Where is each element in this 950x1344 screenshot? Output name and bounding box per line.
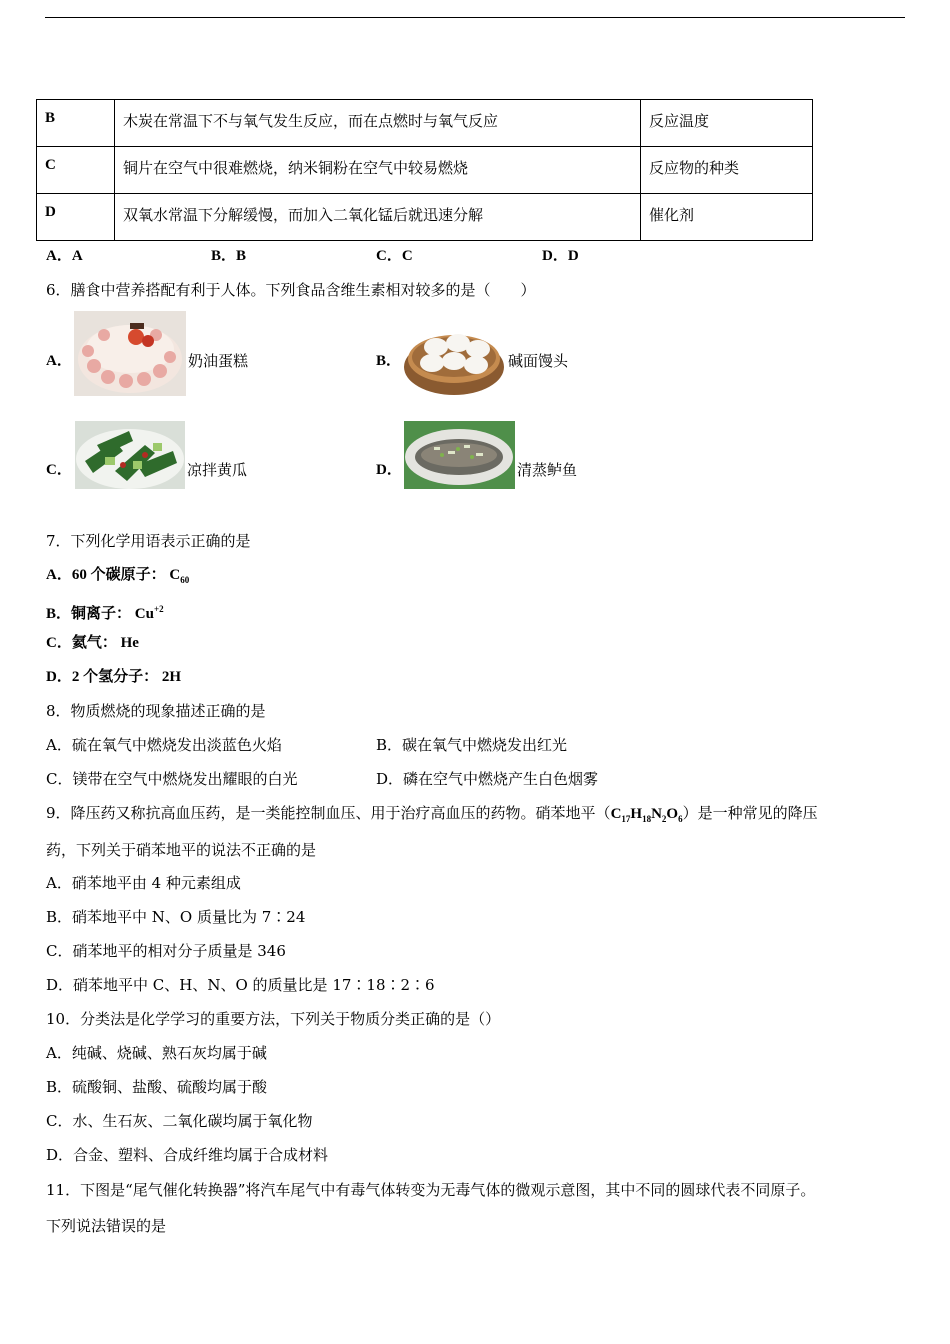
- table-cell-factor: 反应温度: [641, 100, 813, 147]
- q7-option-b-formula: Cu: [134, 606, 154, 622]
- cream-cake-image: [74, 311, 186, 396]
- q8-option-d: D．磷在空气中燃烧产生白色烟雾: [376, 770, 599, 788]
- question-5-table: [36, 99, 813, 241]
- q8-option-a: A．硫在氧气中燃烧发出淡蓝色火焰: [46, 736, 282, 754]
- q9-option-a: A．硝苯地平由 4 种元素组成: [46, 874, 241, 892]
- q5-option-d: D．D: [542, 248, 579, 264]
- q5-option-c: C．C: [376, 248, 413, 264]
- q6-option-a-label: 奶油蛋糕: [188, 352, 249, 370]
- table-cell-fact: 铜片在空气中很难燃烧，纳米铜粉在空气中较易燃烧: [115, 147, 641, 194]
- q9-formula-o-count: 6: [678, 814, 683, 824]
- q9-formula: [611, 806, 683, 822]
- table-cell-factor: 催化剂: [641, 194, 813, 241]
- q9-option-c: C．硝苯地平的相对分子质量是 346: [46, 942, 286, 960]
- q7-option-a-formula: C: [169, 567, 181, 583]
- q6-option-a-letter: A．: [46, 353, 72, 369]
- q9-formula-c-count: 17: [621, 814, 631, 824]
- table-row: [37, 147, 813, 194]
- q7-option-d: [46, 667, 181, 687]
- steamed-buns-image: [402, 319, 506, 399]
- q10-option-d: D．合金、塑料、合成纤维均属于合成材料: [46, 1146, 329, 1164]
- q5-option-a: A．A: [46, 248, 83, 264]
- q6-stem: 6．膳食中营养搭配有利于人体。下列食品含维生素相对较多的是（ ）: [46, 281, 536, 299]
- q9-formula-o: O: [666, 806, 679, 822]
- q10-option-c: C．水、生石灰、二氧化碳均属于氧化物: [46, 1112, 313, 1130]
- table-row: [37, 100, 813, 147]
- q7-option-a-text: A．60 个碳原子：: [46, 567, 166, 583]
- q9-option-b: B．硝苯地平中 N、O 质量比为 7∶24: [46, 908, 306, 926]
- q10-option-a: A．纯碱、烧碱、熟石灰均属于碱: [46, 1044, 267, 1062]
- q6-option-b-label: 碱面馒头: [508, 352, 569, 370]
- q8-option-b: B．碳在氧气中燃烧发出红光: [376, 736, 568, 754]
- q9-stem: [46, 803, 818, 829]
- table-cell-letter: B: [37, 100, 115, 147]
- q7-option-b-text: B．铜离子：: [46, 606, 132, 622]
- q5-option-b: B．B: [211, 248, 247, 264]
- q9-formula-c: C: [610, 806, 622, 822]
- table-cell-fact: 木炭在常温下不与氧气发生反应，而在点燃时与氧气反应: [115, 100, 641, 147]
- q6-option-d-letter: D．: [376, 462, 402, 478]
- steamed-perch-image: [404, 421, 515, 489]
- q9-formula-n: N: [651, 806, 662, 822]
- q8-option-c: C．镁带在空气中燃烧发出耀眼的白光: [46, 770, 298, 788]
- q8-stem: 8．物质燃烧的现象描述正确的是: [46, 702, 266, 720]
- cucumber-salad-image: [75, 421, 185, 489]
- q9-option-d: D．硝苯地平中 C、H、N、O 的质量比是 17∶18∶2∶6: [46, 976, 435, 994]
- q7-option-b-superscript: +2: [153, 604, 164, 614]
- q7-option-c: [46, 633, 139, 653]
- q7-option-a: [46, 565, 189, 590]
- q9-stem-text: 9．降压药又称抗高血压药，是一类能控制血压、用于治疗高血压的药物。硝苯地平（: [46, 804, 611, 822]
- header-rule: [45, 17, 905, 18]
- q7-option-c-formula: He: [120, 635, 139, 651]
- q9-formula-h: H: [630, 806, 643, 822]
- q9-stem-text-end: ）是一种常见的降压: [682, 804, 818, 822]
- q9-formula-n-count: 2: [661, 814, 667, 824]
- q10-stem: 10．分类法是化学学习的重要方法，下列关于物质分类正确的是（）: [46, 1010, 501, 1028]
- q6-option-d-label: 清蒸鲈鱼: [517, 461, 578, 479]
- q10-option-b: B．硫酸铜、盐酸、硫酸均属于酸: [46, 1078, 268, 1096]
- q6-option-c-label: 凉拌黄瓜: [187, 461, 248, 479]
- q7-option-b: [46, 599, 164, 624]
- table-cell-letter: C: [37, 147, 115, 194]
- q7-option-d-text: D．2 个氢分子：: [46, 669, 159, 685]
- q7-option-a-subscript: 60: [180, 575, 190, 585]
- q9-formula-h-count: 18: [642, 814, 652, 824]
- q7-option-d-formula: 2H: [161, 669, 182, 685]
- q11-stem: 11．下图是“尾气催化转换器”将汽车尾气中有毒气体转变为无毒气体的微观示意图，其中不同的圆球代表不同原子。: [46, 1181, 816, 1199]
- table-row: [37, 194, 813, 241]
- q7-option-c-text: C．氦气：: [46, 635, 117, 651]
- table-cell-factor: 反应物的种类: [641, 147, 813, 194]
- q9-stem-line2: 药，下列关于硝苯地平的说法不正确的是: [46, 841, 317, 859]
- q7-stem: 7．下列化学用语表示正确的是: [46, 532, 251, 550]
- q6-option-c-letter: C．: [46, 462, 72, 478]
- table-cell-letter: D: [37, 194, 115, 241]
- q6-option-b-letter: B．: [376, 353, 402, 369]
- q11-stem-line2: 下列说法错误的是: [46, 1217, 167, 1235]
- table-cell-fact: 双氧水常温下分解缓慢，而加入二氧化锰后就迅速分解: [115, 194, 641, 241]
